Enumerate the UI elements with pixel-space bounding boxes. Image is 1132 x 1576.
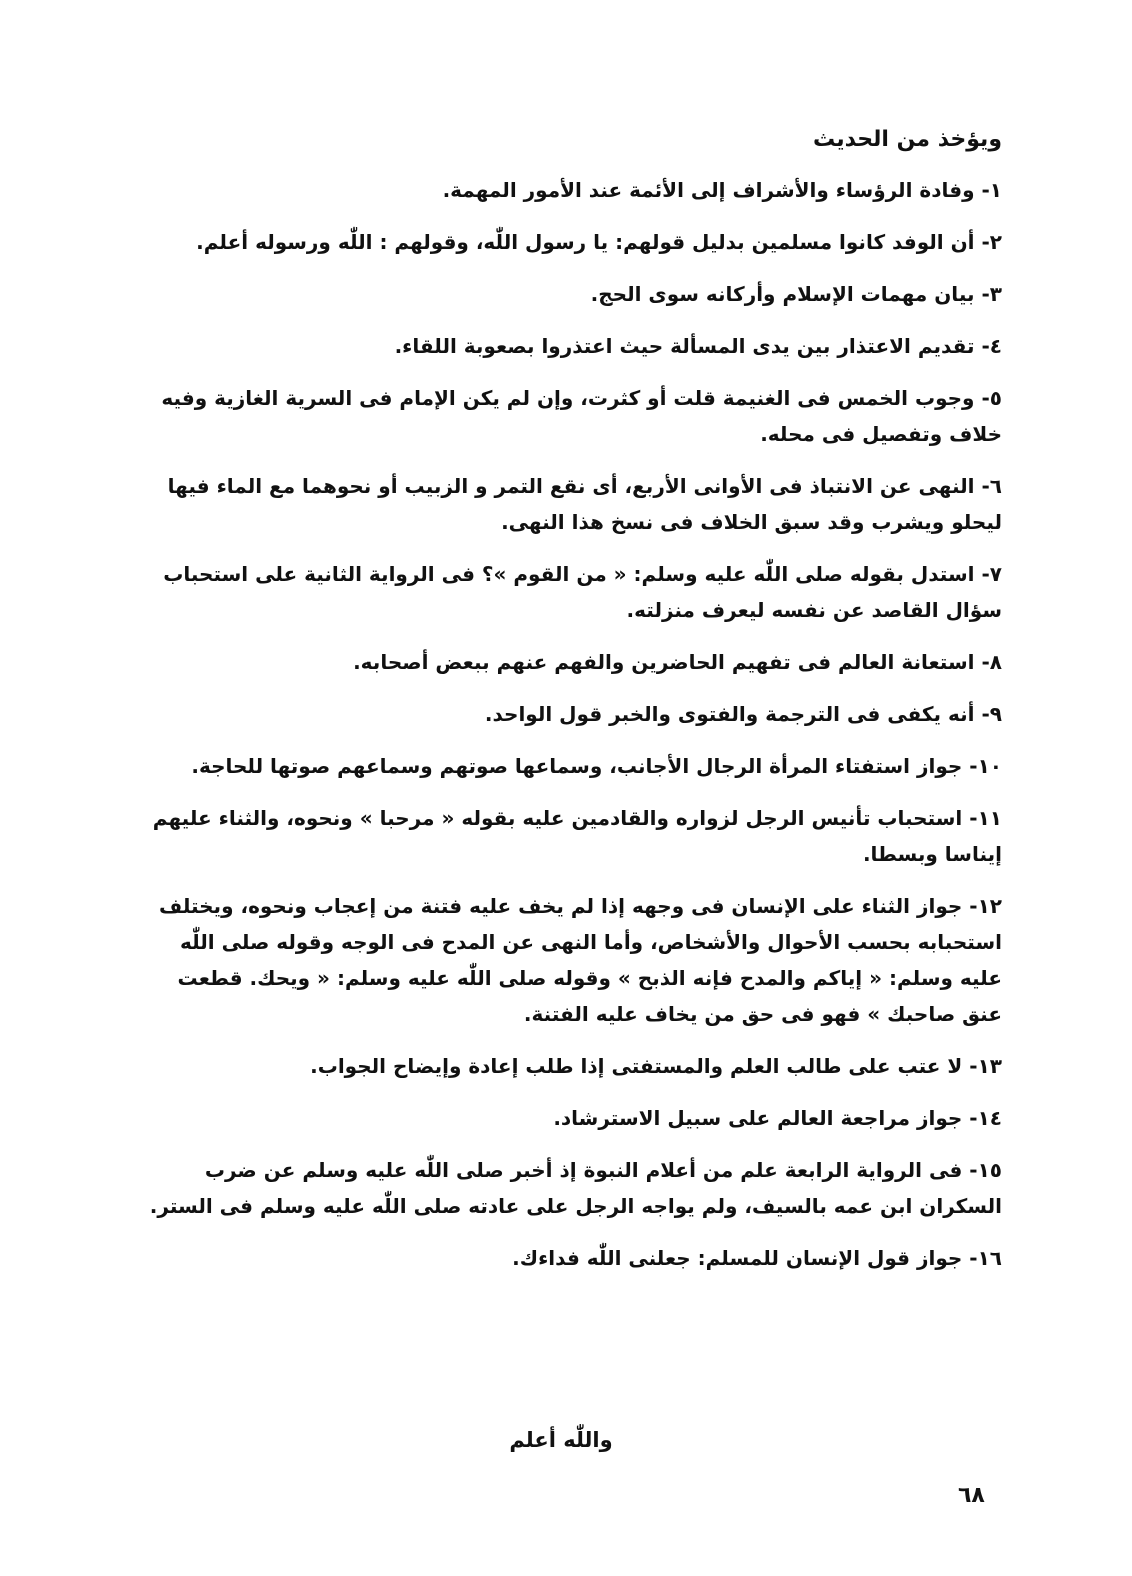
item-number: ١١-: [969, 806, 1002, 830]
list-item: [132, 328, 1002, 364]
item-number: ٢-: [981, 230, 1002, 254]
item-number: ٥-: [981, 386, 1002, 410]
list-item: [132, 696, 1002, 732]
list-item: [132, 888, 1002, 1032]
item-text: جواز الثناء على الإنسان فى وجهه إذا لم يخف عليه فتنة من إعجاب ونحوه، ويختلف استحبابه بحسب الأحوال والأشخاص، وأما النهى عن المدح فى الوجه وقوله صلى اللّٰه عليه وسلم: « إياكم والمدح فإنه الذبح » وقوله صلى اللّٰه عليه وسلم: « ويحك. قطعت عنق صاحبك » فهو فى حق من يخاف عليه الفتنة.: [159, 894, 1002, 1026]
item-text: استدل بقوله صلى اللّٰه عليه وسلم: « من القوم »؟ فى الرواية الثانية على استحباب سؤال القاصد عن نفسه ليعرف منزلته.: [163, 562, 1002, 622]
item-number: ٩-: [981, 702, 1002, 726]
list-item: [132, 800, 1002, 872]
list-item: [132, 276, 1002, 312]
item-number: ١٢-: [969, 894, 1002, 918]
item-text: لا عتب على طالب العلم والمستفتى إذا طلب إعادة وإيضاح الجواب.: [310, 1054, 963, 1078]
list-item: [132, 556, 1002, 628]
item-number: ١٠-: [969, 754, 1002, 778]
list-item: [132, 1152, 1002, 1224]
points-list: [132, 172, 1002, 1292]
item-number: ٨-: [981, 650, 1002, 674]
item-number: ٣-: [981, 282, 1002, 306]
item-text: وفادة الرؤساء والأشراف إلى الأئمة عند الأمور المهمة.: [442, 178, 975, 202]
item-number: ١٥-: [969, 1158, 1002, 1182]
list-item: [132, 1100, 1002, 1136]
item-number: ٧-: [981, 562, 1002, 586]
item-text: وجوب الخمس فى الغنيمة قلت أو كثرت، وإن لم يكن الإمام فى السرية الغازية وفيه خلاف وتفصيل فى محله.: [161, 386, 1002, 446]
item-number: ١-: [981, 178, 1002, 202]
item-text: أن الوفد كانوا مسلمين بدليل قولهم: يا رسول اللّٰه، وقولهم : اللّٰه ورسوله أعلم.: [196, 230, 975, 254]
list-item: [132, 380, 1002, 452]
item-number: ٤-: [981, 334, 1002, 358]
list-item: [132, 748, 1002, 784]
closing-phrase: واللّٰه أعلم: [509, 1428, 613, 1452]
list-item: [132, 224, 1002, 260]
page-number: ٦٨: [958, 1483, 985, 1508]
item-number: ١٦-: [969, 1246, 1002, 1270]
item-number: ١٣-: [969, 1054, 1002, 1078]
item-text: جواز استفتاء المرأة الرجال الأجانب، وسماعها صوتهم وسماعهم صوتها للحاجة.: [191, 754, 963, 778]
list-item: [132, 1048, 1002, 1084]
item-number: ١٤-: [969, 1106, 1002, 1130]
item-text: تقديم الاعتذار بين يدى المسألة حيث اعتذروا بصعوبة اللقاء.: [394, 334, 975, 358]
item-text: بيان مهمات الإسلام وأركانه سوى الحج.: [590, 282, 975, 306]
list-item: [132, 644, 1002, 680]
section-heading: ويؤخذ من الحديث: [813, 127, 1002, 152]
item-text: النهى عن الانتباذ فى الأوانى الأربع، أى نقع التمر و الزبيب أو نحوهما مع الماء فيها ليحلو ويشرب وقد سبق الخلاف فى نسخ هذا النهى.: [167, 474, 1002, 534]
item-text: جواز قول الإنسان للمسلم: جعلنى اللّٰه فداءك.: [512, 1246, 963, 1270]
list-item: [132, 172, 1002, 208]
item-text: جواز مراجعة العالم على سبيل الاسترشاد.: [553, 1106, 963, 1130]
item-text: أنه يكفى فى الترجمة والفتوى والخبر قول الواحد.: [484, 702, 975, 726]
item-text: فى الرواية الرابعة علم من أعلام النبوة إذ أخبر صلى اللّٰه عليه وسلم عن ضرب السكران ابن عمه بالسيف، ولم يواجه الرجل على عادته صلى اللّٰه عليه وسلم فى الستر.: [149, 1158, 1002, 1218]
list-item: [132, 468, 1002, 540]
item-number: ٦-: [981, 474, 1002, 498]
item-text: استعانة العالم فى تفهيم الحاضرين والفهم عنهم ببعض أصحابه.: [353, 650, 975, 674]
item-text: استحباب تأنيس الرجل لزواره والقادمين عليه بقوله « مرحبا » ونحوه، والثناء عليهم إيناسا وبسطا.: [152, 806, 1002, 866]
list-item: [132, 1240, 1002, 1276]
